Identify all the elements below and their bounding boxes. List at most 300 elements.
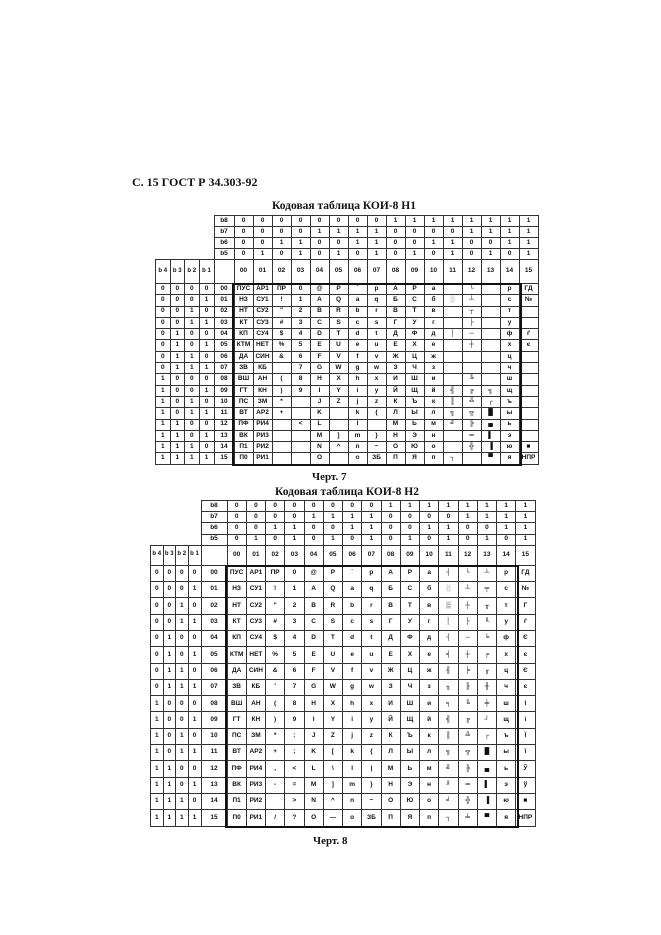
column-bit-value: 0 [343,534,362,545]
code-cell: ш [497,696,516,712]
code-cell: ╚ [462,374,481,385]
column-bit-value: 1 [443,216,462,227]
column-bit-label: b5 [201,534,227,545]
code-cell: ВТ [227,745,246,761]
code-cell: ┌ [481,396,500,407]
code-cell: W [329,363,348,374]
code-cell: l [348,419,367,430]
empty-cell [188,512,201,523]
code-cell: я [500,453,519,464]
empty-cell [185,238,200,249]
code-cell: р [497,565,516,581]
code-cell: щ [500,385,519,396]
code-cell: < [285,761,304,777]
table-row [156,385,539,396]
code-cell: P [329,284,348,295]
code-cell: ═ [462,430,481,441]
code-cell: U [323,647,342,663]
code-cell: 9 [291,385,310,396]
code-cell: НПР [519,453,538,464]
column-bit-value: 1 [310,227,329,238]
row-bit-value: 0 [151,647,164,663]
code-cell: АН [253,374,272,385]
code-cell: НТ [234,306,253,317]
code-cell: щ [497,712,516,728]
column-bit-value: 1 [481,216,500,227]
column-bit-value: 1 [516,512,535,523]
code-cell: ] [323,777,342,793]
code-cell: l [343,761,362,777]
code-cell [519,351,538,362]
row-bit-value: 0 [185,295,200,306]
code-cell: ╝ [439,761,458,777]
code-cell: w [362,679,381,695]
table-row [151,663,536,679]
column-bit-value: 0 [227,523,246,534]
code-cell: m [343,777,362,793]
column-bit-value: 0 [227,512,246,523]
code-cell: я [497,810,516,826]
code-cell: СУ1 [246,582,265,598]
code-cell: Б [381,582,400,598]
code-cell: 0 [291,284,310,295]
row-number: 14 [214,442,234,453]
code-cell: G [310,363,329,374]
code-cell: ПР [266,565,285,581]
code-cell: ─ [458,630,477,646]
row-bit-value: 1 [151,728,164,744]
row-number: 07 [214,363,234,374]
column-bit-value: 1 [291,249,310,260]
row-bit-value: 0 [151,598,164,614]
code-cell: n [343,793,362,809]
code-cell: в [424,306,443,317]
code-cell: h [348,374,367,385]
column-bit-label: b7 [214,227,234,238]
code-cell [443,306,462,317]
column-number: 06 [343,545,362,565]
code-cell: ┤ [439,565,458,581]
column-bit-value: 1 [246,534,265,545]
code-cell: ╦ [458,745,477,761]
table-row [156,419,539,430]
column-bit-value: 0 [304,501,323,512]
column-bit-value: 0 [253,227,272,238]
code-cell: з [424,363,443,374]
column-number-row [151,545,536,565]
code-cell: р [500,284,519,295]
row-bit-value: 0 [188,728,201,744]
code-cell: Ъ [405,396,424,407]
code-cell: КН [253,385,272,396]
code-cell [443,317,462,328]
code-cell: ╤ [477,582,496,598]
column-bit-value: 0 [253,238,272,249]
code-cell: \ [323,761,342,777]
code-cell: / [266,810,285,826]
code-cell: ( [272,374,291,385]
code-cell: E [310,340,329,351]
code-cell: РИ3 [246,777,265,793]
code-cell: Ф [400,630,419,646]
code-cell: % [266,647,285,663]
code-cell: А [381,565,400,581]
code-cell: СУ3 [246,614,265,630]
column-bit-value: 0 [285,501,304,512]
row-number: 12 [201,761,227,777]
figure-caption-8: Черт. 8 [313,835,348,847]
code-cell: , [266,761,285,777]
code-cell [519,363,538,374]
code-cell: 4 [291,329,310,340]
code-cell: e [348,340,367,351]
code-cell [272,442,291,453]
code-cell: ~ [367,442,386,453]
row-bit-value: 1 [176,614,189,630]
column-bit-value: 1 [348,238,367,249]
code-cell: E [304,647,323,663]
column-bit-value: 0 [420,534,439,545]
code-cell: │ [439,614,458,630]
code-cell: 1 [285,582,304,598]
empty-cell [199,216,214,227]
code-cell: ПС [234,396,253,407]
code-cell: ц [500,351,519,362]
code-cell: ┼ [458,647,477,663]
row-bit-value: 1 [151,777,164,793]
row-bit-label: b 2 [185,260,200,284]
table-row [156,329,539,340]
row-bit-label: b 3 [163,545,176,565]
code-cell: e [343,647,362,663]
row-bit-value: 1 [199,385,214,396]
code-cell [443,363,462,374]
row-bit-value: 0 [188,663,201,679]
row-number: 05 [201,647,227,663]
code-cell [481,284,500,295]
table-row [151,614,536,630]
column-bit-value: 1 [285,523,304,534]
code-cell: С [405,295,424,306]
code-cell [519,419,538,430]
row-bit-label: b 4 [156,260,171,284]
row-bit-value: 1 [156,430,171,441]
code-cell: = [285,777,304,793]
row-bit-value: 0 [199,329,214,340]
code-cell: Ь [405,419,424,430]
code-cell: ! [266,582,285,598]
code-cell: J [304,728,323,744]
column-bit-value: 1 [462,216,481,227]
code-cell: ЗМ [253,396,272,407]
code-cell: 1 [291,295,310,306]
code-cell: НЕТ [253,340,272,351]
row-bit-value: 1 [163,679,176,695]
code-cell: ├ [462,317,481,328]
column-number: 11 [439,545,458,565]
column-bit-value: 0 [381,534,400,545]
table-row [151,565,536,581]
code-cell: P [323,565,342,581]
row-bit-value: 0 [170,295,185,306]
code-cell: G [304,679,323,695]
code-cell: Д [381,630,400,646]
code-cell: 4 [285,630,304,646]
code-cell: Щ [400,712,419,728]
row-bit-value: 0 [151,565,164,581]
code-cell: Ж [381,663,400,679]
code-cell: СУ2 [246,598,265,614]
column-number: 05 [329,260,348,284]
code-cell: J [310,396,329,407]
code-cell: Ж [386,351,405,362]
row-number: 01 [201,582,227,598]
code-cell: Л [386,408,405,419]
column-number: 10 [420,545,439,565]
code-cell: o [348,453,367,464]
code-cell: ▐ [477,793,496,809]
row-number: 03 [214,317,234,328]
row-bit-label: b 4 [151,545,164,565]
row-number: 06 [214,351,234,362]
code-cell: ╣ [439,712,458,728]
code-cell: ▌ [481,430,500,441]
row-bit-value: 1 [199,453,214,464]
code-cell: ┴ [477,565,496,581]
column-number: 12 [462,260,481,284]
row-bit-value: 0 [163,565,176,581]
code-cell: Ц [405,351,424,362]
code-cell: r [362,598,381,614]
column-bit-value: 0 [386,238,405,249]
code-cell: ╝ [443,419,462,430]
code-cell: V [323,663,342,679]
column-number: 05 [323,545,342,565]
row-bit-value: 1 [151,810,164,826]
column-bit-value: 1 [439,523,458,534]
code-cell: b [343,598,362,614]
row-number: 00 [201,565,227,581]
code-cell: ║ [443,396,462,407]
code-cell: a [343,582,362,598]
row-bit-value: 1 [156,453,171,464]
column-number: 12 [458,545,477,565]
code-cell: Х [400,647,419,663]
code-cell: НТ [227,598,246,614]
code-cell: Р [405,284,424,295]
code-cell: t [362,630,381,646]
column-bit-value: 0 [323,501,342,512]
code-cell: ╔ [462,385,481,396]
row-number: 04 [214,329,234,340]
figure-caption-7: Черт. 7 [312,471,347,483]
row-bit-value: 0 [176,761,189,777]
code-cell: М [386,419,405,430]
code-cell: е [424,340,443,351]
row-bit-value: 0 [170,284,185,295]
code-cell: ╧ [458,810,477,826]
row-bit-value: 0 [185,374,200,385]
code-cell: U [329,340,348,351]
column-bit-value: 0 [253,216,272,227]
row-bit-value: 0 [151,630,164,646]
code-cell: K [310,408,329,419]
code-cell: РИ4 [246,761,265,777]
code-cell: НПР [516,810,535,826]
column-number: 15 [519,260,538,284]
code-cell [462,363,481,374]
code-cell: к [424,396,443,407]
code-cell: m [348,430,367,441]
code-cell: Ш [400,696,419,712]
code-cell: П [381,810,400,826]
code-cell [443,374,462,385]
column-bit-value: 0 [400,512,419,523]
empty-cell [199,238,214,249]
code-cell: # [272,317,291,328]
row-bit-value: 0 [176,565,189,581]
row-bit-value: 0 [185,430,200,441]
code-cell: н [424,430,443,441]
column-number: 10 [424,260,443,284]
column-number: 04 [310,260,329,284]
code-cell [519,317,538,328]
code-cell: є [516,647,535,663]
code-cell: 5 [285,647,304,663]
column-bit-value: 1 [405,249,424,260]
empty-cell [163,534,176,545]
code-cell: ЗБ [362,810,381,826]
code-cell: и [424,374,443,385]
code-cell: { [362,745,381,761]
code-cell: # [266,614,285,630]
row-bit-value: 0 [188,696,201,712]
code-cell: м [420,761,439,777]
column-bit-value: 0 [266,534,285,545]
row-number: 10 [201,728,227,744]
row-bit-value: 0 [163,728,176,744]
code-cell: КТ [227,614,246,630]
column-bit-value: 0 [462,249,481,260]
column-bit-value: 1 [253,249,272,260]
code-cell [443,284,462,295]
column-bit-value: 0 [272,249,291,260]
code-cell: КБ [253,363,272,374]
code-cell: ь [497,761,516,777]
code-cell [519,408,538,419]
code-cell: X [323,696,342,712]
row-number: 13 [214,430,234,441]
code-cell: о [424,442,443,453]
code-cell: ╟ [458,679,477,695]
code-cell: h [343,696,362,712]
empty-cell [156,216,171,227]
row-bit-value: 0 [199,419,214,430]
column-number: 02 [272,260,291,284]
column-bit-value: 1 [362,523,381,534]
column-bit-value: 1 [420,523,439,534]
code-cell: Ч [405,363,424,374]
empty-cell [188,534,201,545]
row-bit-value: 1 [163,793,176,809]
row-bit-value: 1 [176,810,189,826]
row-bit-value: 1 [170,453,185,464]
code-cell: ДА [234,351,253,362]
code-cell: ь [500,419,519,430]
code-cell: ╜ [439,777,458,793]
code-cell: СУ3 [253,317,272,328]
code-cell: л [420,745,439,761]
code-cell: L [310,419,329,430]
code-cell: C [310,317,329,328]
code-cell: f [343,663,362,679]
code-cell: ч [497,679,516,695]
code-cell: л [424,408,443,419]
empty-cell [188,501,201,512]
code-cell: ВШ [234,374,253,385]
table-row [156,442,539,453]
column-bit-value: 0 [343,501,362,512]
code-cell: б [424,295,443,306]
column-bit-value: 0 [497,534,516,545]
column-bit-value: 1 [519,249,538,260]
row-bit-value: 0 [156,306,171,317]
code-cell: K [304,745,323,761]
code-cell [291,430,310,441]
code-cell: ┐ [443,453,462,464]
code-cell: L [304,761,323,777]
column-number: 08 [386,260,405,284]
code-cell: АР1 [253,284,272,295]
column-bit-value: 1 [400,534,419,545]
empty-cell [201,545,227,565]
code-cell: Г [386,317,405,328]
code-cell: ┌ [477,728,496,744]
code-cell: b [348,306,367,317]
row-bit-value: 1 [163,810,176,826]
code-cell: СУ4 [246,630,265,646]
column-bit-value: 0 [462,238,481,249]
row-bit-value: 0 [185,419,200,430]
empty-cell [214,260,234,284]
column-bit-value: 0 [234,249,253,260]
row-bit-value: 0 [163,712,176,728]
column-bit-value: 0 [386,227,405,238]
column-number: 13 [477,545,496,565]
row-number: 08 [201,696,227,712]
code-cell: $ [266,630,285,646]
column-number: 08 [381,545,400,565]
code-cell: z [367,396,386,407]
code-cell: ПФ [234,419,253,430]
code-cell: O [310,453,329,464]
code-cell: Т [405,306,424,317]
code-cell: Y [323,712,342,728]
code-cell: ═ [458,777,477,793]
row-bit-value: 1 [185,363,200,374]
column-bit-value: 0 [386,249,405,260]
code-cell: Ы [405,408,424,419]
code-cell: О [386,442,405,453]
column-bit-value: 1 [272,238,291,249]
code-cell: a [348,295,367,306]
code-cell: Я [405,453,424,464]
code-cell: v [367,351,386,362]
row-bit-value: 0 [156,340,171,351]
code-cell: СУ1 [253,295,272,306]
code-cell: КП [234,329,253,340]
row-bit-value: 1 [163,630,176,646]
